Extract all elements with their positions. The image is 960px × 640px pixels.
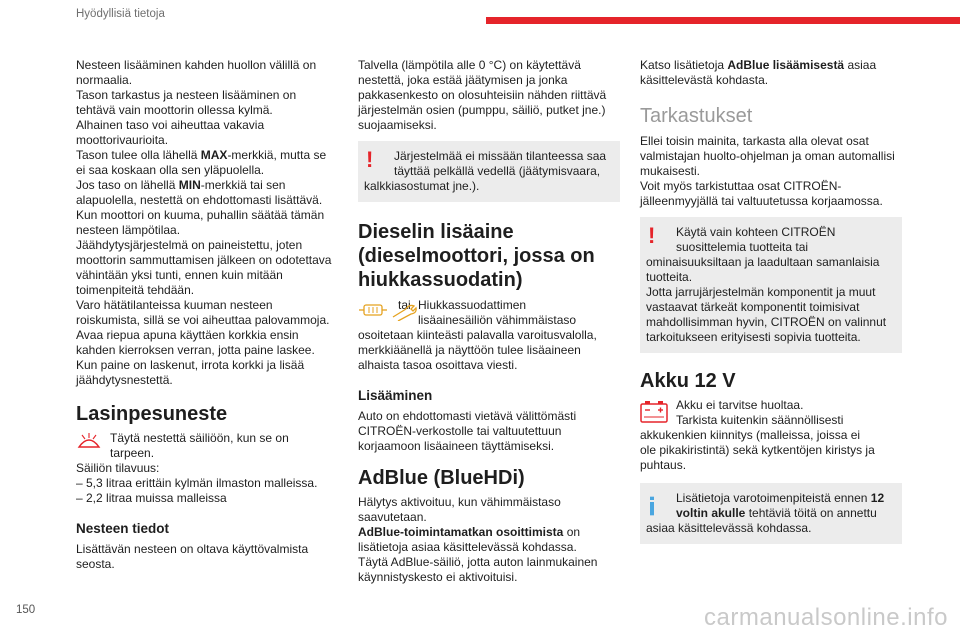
header-accent-bar — [486, 17, 960, 24]
column-middle — [358, 58, 620, 585]
text-line: Kun paine on laskenut, irrota korkki ja lisää — [76, 358, 305, 372]
text-line: nestettä, joka estää jäätymisen ja jonka — [358, 73, 568, 87]
text-line: nesteen lämpötilaa. — [76, 223, 181, 237]
text-line: CITROËN-verkostolle tai valtuutettuun — [358, 424, 562, 438]
text-line: lisäainesäiliön vähimmäistaso — [418, 313, 577, 327]
washer-icon-row — [76, 431, 334, 461]
warning-box — [640, 217, 902, 353]
particle-filter-warning-icon — [358, 301, 388, 319]
text-line: korjaamoon lisäaineen täyttämiseksi. — [358, 439, 555, 453]
text-line: Tason tarkastus ja nesteen lisääminen on — [76, 88, 297, 102]
text-line: normaalia. — [76, 73, 133, 87]
text-line: pakkasenkesto on olosuhteisiin nähden riittävä — [358, 88, 607, 102]
text-line: kahden kierroksen verran, jotta paine laskee. — [76, 343, 315, 357]
text-line: akkukenkien kiinnitys (malleissa, joissa ei — [640, 428, 861, 442]
text-line: Hälytys aktivoituu, kun vähimmäistaso — [358, 495, 561, 509]
text-line: Käytä vain kohteen CITROËN — [676, 225, 836, 239]
column-right — [640, 58, 902, 544]
adblue-heading: AdBlue (BlueHDi) — [358, 467, 525, 489]
text-line: Talvella (lämpötila alle 0 °C) on käytettävä — [358, 58, 581, 72]
text-line: Varo hätätilanteissa kuuman nesteen — [76, 298, 273, 312]
text-line: Voit myös tarkistuttaa osat CITROËN- — [640, 179, 842, 193]
info-icon — [650, 492, 654, 520]
text-line: tarpeen. — [110, 446, 155, 460]
text-line: Järjestelmää ei missään tilanteessa saa — [394, 149, 607, 163]
text-line: käsittelevästä kohdasta. — [640, 73, 769, 87]
text-line: Alhainen taso voi aiheuttaa vakavia — [76, 118, 265, 132]
text-line: moottorin sammuttamisen jälkeen on odotettava — [76, 253, 332, 267]
coolant-intro — [76, 58, 334, 388]
text-line: saavutetaan. — [358, 510, 427, 524]
diesel-additive-heading-line: (dieselmoottori, jossa on — [358, 245, 595, 267]
text-line: tuotteita. — [646, 270, 693, 284]
topping-up-heading: Lisääminen — [358, 388, 433, 403]
text-line: toimenpiteitä tehdään. — [76, 283, 195, 297]
text-line: vähintään yksi tunti, ennen kuin mitään — [76, 268, 283, 282]
text-line: Tarkista kuitenkin säännöllisesti — [676, 413, 844, 427]
battery-icon-row — [640, 398, 902, 428]
text-line: ei saa koskaan olla sen yläpuolella. — [76, 163, 265, 177]
dpf-icon-row — [358, 298, 620, 328]
text-line: suojaamiseksi. — [358, 118, 437, 132]
text-line: mahdollisimman hyvin, CITROËN on valinnut — [646, 315, 887, 329]
text-line: mukaisesti. — [640, 164, 701, 178]
text-line: täyttää pelkällä vedellä (jäätymisvaara, — [394, 164, 601, 178]
running-header: Hyödyllisiä tietoja — [76, 8, 165, 20]
text-line: Ellei toisin mainita, tarkasta alla olevat osat — [640, 134, 869, 148]
column-left — [76, 58, 334, 572]
battery-icon — [640, 398, 668, 424]
text-line: Tason tulee olla lähellä MAX-merkkiä, mutta se — [76, 148, 327, 162]
watermark: carmanualsonline.info — [704, 604, 948, 631]
winter-paragraph — [358, 58, 620, 133]
text-line: alhaista tasoa osoittava viesti. — [358, 358, 518, 372]
washer-fluid-heading: Lasinpesuneste — [76, 403, 228, 425]
checks-heading: Tarkastukset — [640, 105, 753, 127]
text-line: voltin akulle tehtäviä töitä on annettu — [676, 506, 877, 520]
fluid-spec-heading: Nesteen tiedot — [76, 521, 170, 536]
warning-box — [358, 141, 620, 202]
text-line: valmistajan huolto-ohjelman ja oman automallisi — [640, 149, 895, 163]
text-line: puhtaus. — [640, 458, 687, 472]
battery-heading: Akku 12 V — [640, 370, 736, 392]
text-line: Lisättävän nesteen on oltava käyttövalmista — [76, 542, 309, 556]
text-line: alapuolella, nestettä on ehdottomasti lisättävä. — [76, 193, 323, 207]
text-line: – 5,3 litraa erittäin kylmän ilmaston malleissa. — [76, 476, 318, 490]
windscreen-washer-icon — [76, 431, 102, 451]
service-wrench-icon — [390, 303, 418, 321]
text-line: Akku ei tarvitse huoltaa. — [676, 398, 804, 412]
text-line: Nesteen lisääminen kahden huollon välillä on — [76, 58, 317, 72]
text-line: lisätietoja asiaa käsittelevässä kohdassa. — [358, 540, 577, 554]
text-line: merkkiäänellä ja näyttöön tulee lisäaineen — [358, 343, 581, 357]
text-line: Jotta jarrujärjestelmän komponentit ja muut — [646, 285, 876, 299]
text-line: järjestelmän osien (pumppu, säiliö, putket jne.) — [358, 103, 606, 117]
text-line: ole pikakiristintä) sekä kytkentöjen kiristys ja — [640, 443, 875, 457]
text-line: jäähdytysnestettä. — [76, 373, 173, 387]
text-line: Täytä AdBlue-säiliö, jotta auton lainmukainen — [358, 555, 598, 569]
text-line: Jos taso on lähellä MIN-merkkiä tai sen — [76, 178, 286, 192]
text-line: Katso lisätietoja AdBlue lisäämisestä asiaa — [640, 58, 877, 72]
diesel-additive-heading-line: hiukkassuodatin) — [358, 269, 523, 291]
text-line: vastaavat tärkeät komponentit toimisivat — [646, 300, 860, 314]
text-line: Avaa riepua apuna käyttäen korkkia ensin — [76, 328, 299, 342]
or-word: tai — [398, 298, 411, 312]
text-line: jälleenmyyjällä tai valtuutetussa korjaamossa. — [640, 194, 883, 208]
text-line: asiaa käsittelevässä kohdassa. — [646, 521, 812, 535]
text-line: Hiukkassuodattimen — [418, 298, 527, 312]
warning-exclamation-icon: ! — [366, 147, 374, 172]
text-line: roiskumista, sillä se voi aiheuttaa palovammoja. — [76, 313, 330, 327]
page-number: 150 — [16, 604, 36, 616]
diesel-additive-heading: Dieselin lisäaine — [358, 221, 514, 243]
text-line: Täytä nestettä säiliöön, kun se on — [110, 431, 289, 445]
text-line: Kun moottori on kuuma, puhallin säätää tämän — [76, 208, 325, 222]
text-line: AdBlue-toimintamatkan osoittimista on — [358, 525, 581, 539]
text-line: tarkoitukseen erityisesti sopivia tuotteita. — [646, 330, 861, 344]
text-line: Lisätietoja varotoimenpiteistä ennen 12 — [676, 491, 885, 505]
text-line: seosta. — [76, 557, 115, 571]
text-line: Säiliön tilavuus: — [76, 461, 160, 475]
text-line: kalkkiasostumat jne.). — [364, 179, 480, 193]
text-line: Auto on ehdottomasti vietävä välittömästi — [358, 409, 577, 423]
text-line: ominaisuuksiltaan ja laadultaan samanlaisia — [646, 255, 880, 269]
text-line: osoitetaan kiinteästi palavalla varoitusvalolla, — [358, 328, 597, 342]
warning-exclamation-icon: ! — [648, 223, 656, 248]
info-box — [640, 483, 902, 544]
text-line: – 2,2 litraa muissa malleissa — [76, 491, 227, 505]
text-line: moottorivaurioita. — [76, 133, 169, 147]
text-line: Jäähdytysjärjestelmä on paineistettu, joten — [76, 238, 303, 252]
text-line: käynnistyskesto ei aktivoituisi. — [358, 570, 518, 584]
text-line: tehtävä vain moottorin ollessa kylmä. — [76, 103, 273, 117]
text-line: suosittelemia tuotteita tai — [676, 240, 809, 254]
